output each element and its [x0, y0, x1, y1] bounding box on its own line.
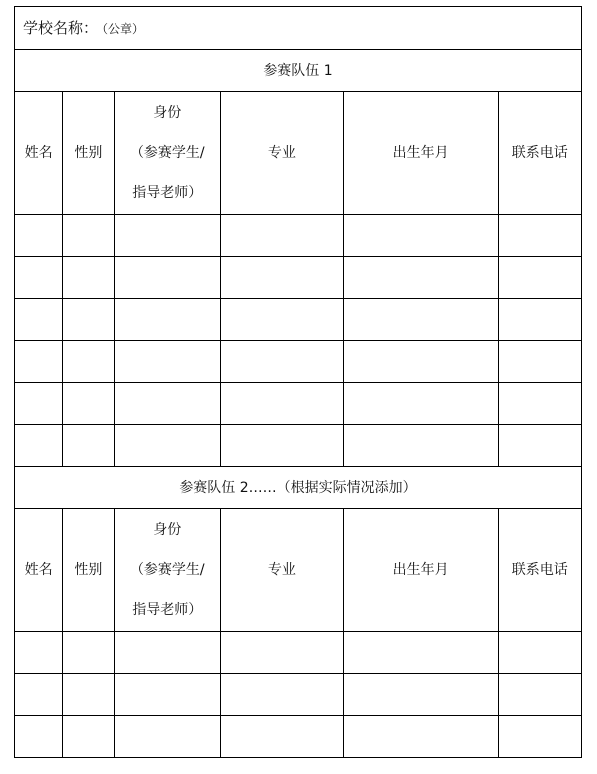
gender-cell[interactable] — [63, 341, 114, 383]
school-name-cell[interactable] — [15, 7, 582, 50]
phone-cell[interactable] — [498, 257, 581, 299]
gender-cell[interactable] — [63, 257, 114, 299]
phone-cell[interactable] — [498, 632, 581, 674]
name-cell[interactable] — [15, 341, 63, 383]
team-1-title: 参赛队伍 1 — [15, 50, 582, 92]
header-gender: 性别 — [63, 509, 114, 632]
name-cell[interactable] — [15, 674, 63, 716]
name-cell[interactable] — [15, 215, 63, 257]
major-cell[interactable] — [221, 215, 344, 257]
gender-cell[interactable] — [63, 674, 114, 716]
table-row — [15, 257, 582, 299]
identity-cell[interactable] — [114, 674, 221, 716]
name-cell[interactable] — [15, 716, 63, 758]
registration-form — [14, 6, 582, 758]
name-cell[interactable] — [15, 383, 63, 425]
table-row — [15, 299, 582, 341]
gender-cell[interactable] — [63, 383, 114, 425]
table-row — [15, 215, 582, 257]
gender-cell[interactable] — [63, 716, 114, 758]
name-cell[interactable] — [15, 425, 63, 467]
table-row — [15, 674, 582, 716]
birth-cell[interactable] — [343, 383, 498, 425]
identity-cell[interactable] — [114, 341, 221, 383]
table-row — [15, 341, 582, 383]
major-cell[interactable] — [221, 425, 344, 467]
major-cell[interactable] — [221, 341, 344, 383]
school-name-row — [15, 7, 582, 50]
birth-cell[interactable] — [343, 257, 498, 299]
phone-cell[interactable] — [498, 383, 581, 425]
header-birth: 出生年月 — [343, 92, 498, 215]
phone-cell[interactable] — [498, 341, 581, 383]
gender-cell[interactable] — [63, 299, 114, 341]
identity-cell[interactable] — [114, 383, 221, 425]
official-seal-note: （公章） — [102, 21, 145, 36]
table-row — [15, 716, 582, 758]
identity-cell[interactable] — [114, 257, 221, 299]
birth-cell[interactable] — [343, 341, 498, 383]
phone-cell[interactable] — [498, 215, 581, 257]
birth-cell[interactable] — [343, 299, 498, 341]
header-birth: 出生年月 — [343, 509, 498, 632]
identity-cell[interactable] — [114, 299, 221, 341]
header-identity-line-2: （参赛学生/ — [129, 562, 205, 578]
header-phone: 联系电话 — [498, 92, 581, 215]
header-identity-line-3: 指导老师） — [132, 185, 203, 201]
gender-cell[interactable] — [63, 215, 114, 257]
header-name: 姓名 — [15, 92, 63, 215]
name-cell[interactable] — [15, 257, 63, 299]
team-registration-table — [14, 6, 582, 758]
identity-cell[interactable] — [114, 215, 221, 257]
phone-cell[interactable] — [498, 674, 581, 716]
phone-cell[interactable] — [498, 716, 581, 758]
header-identity — [114, 509, 221, 632]
major-cell[interactable] — [221, 383, 344, 425]
major-cell[interactable] — [221, 674, 344, 716]
header-identity-line-1: 身份 — [153, 522, 182, 538]
major-cell[interactable] — [221, 299, 344, 341]
header-identity-line-2: （参赛学生/ — [129, 145, 205, 161]
header-phone: 联系电话 — [498, 509, 581, 632]
birth-cell[interactable] — [343, 632, 498, 674]
table-row — [15, 425, 582, 467]
identity-cell[interactable] — [114, 425, 221, 467]
team-2-header-row — [15, 509, 582, 632]
team-1-title-row — [15, 50, 582, 92]
header-identity — [114, 92, 221, 215]
header-name: 姓名 — [15, 509, 63, 632]
table-row — [15, 632, 582, 674]
identity-cell[interactable] — [114, 632, 221, 674]
gender-cell[interactable] — [63, 632, 114, 674]
phone-cell[interactable] — [498, 299, 581, 341]
header-gender: 性别 — [63, 92, 114, 215]
birth-cell[interactable] — [343, 215, 498, 257]
header-major: 专业 — [221, 92, 344, 215]
table-row — [15, 383, 582, 425]
major-cell[interactable] — [221, 716, 344, 758]
team-2-title: 参赛队伍 2……（根据实际情况添加） — [15, 467, 582, 509]
header-identity-line-3: 指导老师） — [132, 602, 203, 618]
major-cell[interactable] — [221, 257, 344, 299]
name-cell[interactable] — [15, 299, 63, 341]
birth-cell[interactable] — [343, 425, 498, 467]
birth-cell[interactable] — [343, 674, 498, 716]
team-1-header-row — [15, 92, 582, 215]
gender-cell[interactable] — [63, 425, 114, 467]
phone-cell[interactable] — [498, 425, 581, 467]
team-2-title-row — [15, 467, 582, 509]
school-name-label: 学校名称： — [23, 18, 99, 37]
header-major: 专业 — [221, 509, 344, 632]
identity-cell[interactable] — [114, 716, 221, 758]
name-cell[interactable] — [15, 632, 63, 674]
birth-cell[interactable] — [343, 716, 498, 758]
header-identity-line-1: 身份 — [153, 105, 182, 121]
major-cell[interactable] — [221, 632, 344, 674]
